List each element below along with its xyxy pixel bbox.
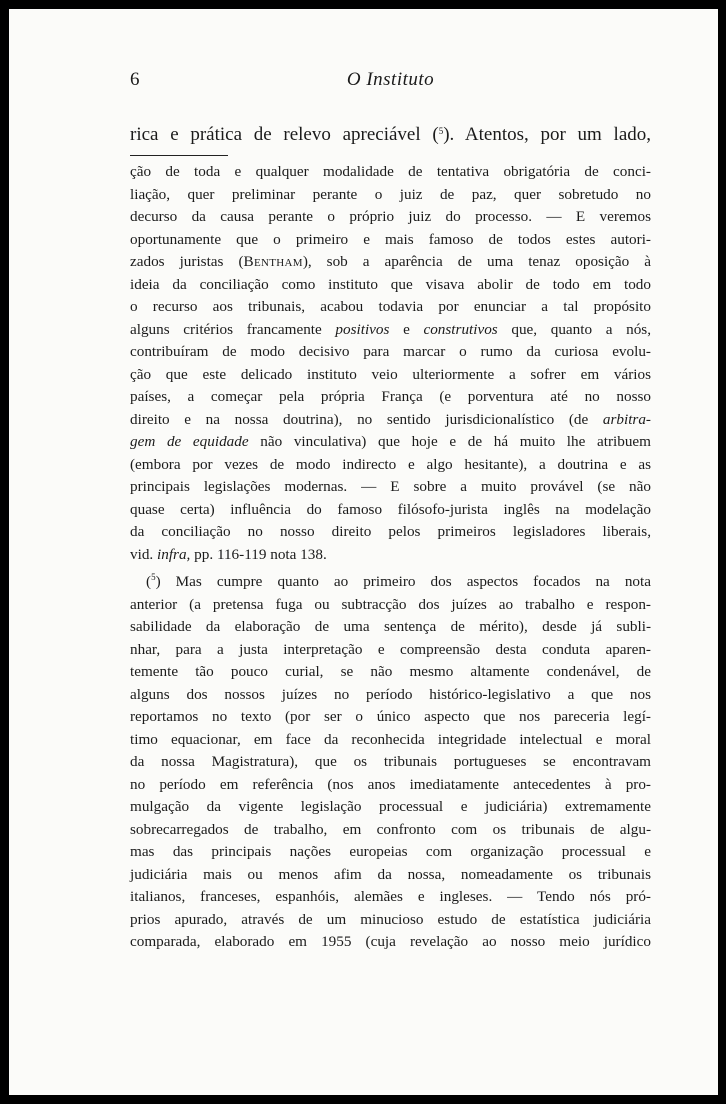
footnote-line: da nossa Magistratura), que os tribunais portugueses se encontravam [130, 753, 651, 770]
italic-term: infra, [157, 545, 191, 563]
footnote-line: prios apurado, através de um minucioso estudo de estatística judiciária [130, 910, 651, 928]
italic-term: gem de equidade [130, 433, 249, 450]
footnote-line: oportunamente que o primeiro e mais famoso de todos estes autori- [130, 230, 651, 248]
running-title: O Instituto [346, 69, 435, 90]
footnote-line: direito e na nossa doutrina), no sentido jurisdicionalístico (de arbitra- [130, 410, 651, 428]
footnote-line: mulgação da vigente legislação processual e judiciária) extremamente [130, 798, 651, 815]
book-page [9, 9, 718, 1095]
footnote-line: gem de equidade não vinculativa) que hoje e de há muito lhe atribuem [130, 433, 651, 450]
footnote-line: zados juristas (Bentham), sob a aparência de uma tenaz oposição à [130, 253, 651, 270]
footnote-marker: 5 [151, 572, 156, 582]
footnote-line: ideia da conciliação como instituto que visava abolir de todo em todo [130, 275, 651, 293]
footnote-5 [130, 566, 651, 954]
footnote-line: decurso da causa perante o próprio juiz do processo. — E veremos [130, 208, 651, 225]
author-name: Bentham [243, 253, 303, 270]
footnote-line: contribuíram de modo decisivo para marcar o rumo da curiosa evolu- [130, 343, 651, 360]
footnote-line: no período em referência (nos anos imediatamente antecedentes à pro- [130, 775, 651, 793]
footnote-line: ($^5$) Mas cumpre quanto ao primeiro dos aspectos focados na nota [146, 572, 651, 590]
footnote-line: ção de toda e qualquer modalidade de tentativa obrigatória de conci- [130, 163, 651, 180]
italic-term: construtivos [423, 320, 498, 338]
footnote-line: países, a começar pela própria França (e porventura até no nosso [130, 388, 651, 405]
footnote-reference: 5 [438, 126, 444, 136]
page-number: 6 [130, 69, 140, 90]
footnote-line: liação, quer preliminar perante o juiz de paz, quer sobretudo no [130, 185, 651, 203]
footnote-line: timo equacionar, em face da reconhecida integridade intelectual e moral [130, 730, 651, 748]
footnote-line: reportamos no texto (por ser o único aspecto que nos pareceria legí- [130, 708, 651, 725]
footnote-line: ção que este delicado instituto veio ulteriormente a sofrer em vários [130, 365, 651, 383]
footnote-separator [130, 155, 228, 156]
footnote-line: alguns dos nossos juízes no período histórico-legislativo a que nos [130, 685, 651, 703]
footnote-line: italianos, franceses, espanhóis, alemães e ingleses. — Tendo nós pró- [130, 888, 651, 905]
italic-term: positivos [335, 320, 390, 338]
footnote-line: (embora por vezes de modo indirecto e algo hesitante), a doutrina e as [130, 455, 651, 473]
footnote-line: alguns critérios francamente positivos e construtivos que, quanto a nós, [130, 320, 652, 338]
footnote-line: da conciliação no nosso direito pelos primeiros legisladores liberais, [130, 523, 651, 540]
footnote-line: quase certa) influência do famoso filósofo-jurista inglês na modelação [130, 500, 651, 518]
body-text-line: rica e prática de relevo apreciável ($^5$). Atentos, por um lado, [130, 124, 652, 145]
footnote-4-continued [130, 161, 651, 566]
footnote-line: principais legislações modernas. — E sobre a muito provável (se não [130, 478, 651, 495]
footnote-line: o recurso aos tribunais, acabou todavia por enunciar a tal propósito [130, 298, 651, 315]
footnotes [130, 161, 651, 954]
footnote-line: nhar, para a justa interpretação e compreensão desta conduta aparen- [130, 640, 651, 658]
italic-term: arbitra- [602, 410, 651, 428]
footnote-line: anterior (a pretensa fuga ou subtracção dos juízes ao trabalho e respon- [130, 595, 651, 613]
page-header [130, 69, 651, 99]
footnote-line: comparada, elaborado em 1955 (cuja revelação ao nosso meio jurídico [130, 933, 651, 950]
footnote-line: sobrecarregados de trabalho, em confronto com os tribunais de algu- [130, 820, 651, 838]
footnote-line: temente tão pouco curial, se não mesmo altamente condenável, de [130, 663, 651, 680]
footnote-line: mas das principais nações europeias com organização processual e [130, 843, 651, 860]
footnote-line: vid. infra, pp. 116-119 nota 138. [130, 545, 327, 563]
footnote-line: sabilidade da elaboração de uma sentença de mérito), desde já subli- [130, 618, 651, 635]
footnote-line: judiciária mais ou menos afim da nossa, nomeadamente os tribunais [130, 865, 651, 883]
